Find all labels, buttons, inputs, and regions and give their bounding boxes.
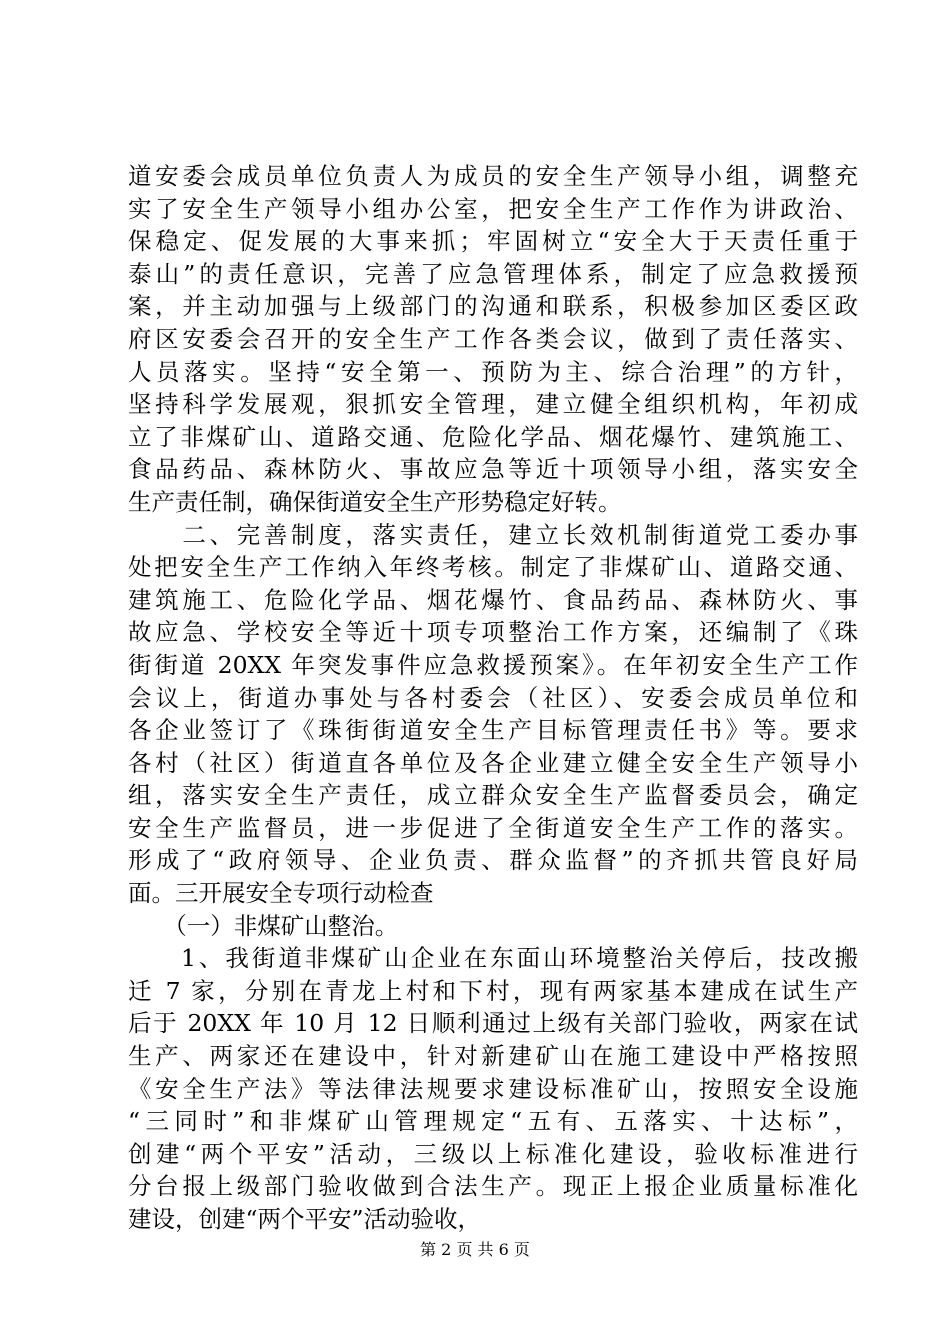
text-line: 食品药品、森林防火、事故应急等近十项领导小组，落实安全 xyxy=(128,455,858,484)
text-line: 道安委会成员单位负责人为成员的安全生产领导小组，调整充 xyxy=(128,162,858,190)
text-line: 会议上，街道办事处与各村委会（社区）、安委会成员单位和 xyxy=(128,683,858,712)
text-line: 泰山”的责任意识，完善了应急管理体系，制定了应急救援预 xyxy=(128,259,858,288)
text-line: 建筑施工、危险化学品、烟花爆竹、食品药品、森林防火、事 xyxy=(128,585,858,614)
text-line: 人员落实。坚持“安全第一、预防为主、综合治理”的方针， xyxy=(128,357,858,386)
page-footer: 第 2 页 共 6 页 xyxy=(420,1240,530,1259)
text-line: 处把安全生产工作纳入年终考核。制定了非煤矿山、道路交通、 xyxy=(128,553,858,582)
text-line: 立了非煤矿山、道路交通、危险化学品、烟花爆竹、建筑施工、 xyxy=(128,422,858,451)
text-line: 案，并主动加强与上级部门的沟通和联系，积极参加区委区政 xyxy=(128,292,858,321)
text-line: 生产责任制，确保街道安全生产形势稳定好转。 xyxy=(128,487,622,516)
document-body xyxy=(128,160,858,1236)
text-line: 生产、两家还在建设中，针对新建矿山在施工建设中严格按照 xyxy=(128,1042,858,1071)
text-line: 实了安全生产领导小组办公室，把安全生产工作作为讲政治、 xyxy=(128,194,858,223)
text-line: 分台报上级部门验收做到合法生产。现正上报企业质量标准化 xyxy=(128,1172,858,1201)
text-line: 组，落实安全生产责任，成立群众安全生产监督委员会，确定 xyxy=(128,781,858,810)
text-line: 《安全生产法》等法律法规要求建设标准矿山，按照安全设施 xyxy=(128,1074,858,1103)
text-line: “三同时”和非煤矿山管理规定“五有、五落实、十达标”， xyxy=(128,1107,858,1136)
text-line: 面。三开展安全专项行动检查 xyxy=(128,879,434,908)
text-line: 街街道 20XX 年突发事件应急救援预案》。在年初安全生产工作 xyxy=(128,650,858,679)
text-line: 府区安委会召开的安全生产工作各类会议，做到了责任落实、 xyxy=(128,324,858,353)
text-line: 建设，创建“两个平安”活动验收， xyxy=(128,1205,482,1233)
text-line: 二、完善制度，落实责任，建立长效机制街道党工委办事 xyxy=(128,520,858,549)
text-line: 坚持科学发展观，狠抓安全管理，建立健全组织机构，年初成 xyxy=(128,390,858,419)
text-line: 故应急、学校安全等近十项专项整治工作方案，还编制了《珠 xyxy=(128,618,858,647)
text-line: 安全生产监督员，进一步促进了全街道安全生产工作的落实。 xyxy=(128,813,858,842)
text-line: 迁 7 家，分别在青龙上村和下村，现有两家基本建成在试生产 xyxy=(128,976,858,1005)
text-line: 后于 20XX 年 10 月 12 日顺利通过上级有关部门验收，两家在试 xyxy=(128,1009,858,1038)
text-line: 各企业签订了《珠街街道安全生产目标管理责任书》等。要求 xyxy=(128,716,858,745)
text-line: （一）非煤矿山整治。 xyxy=(128,911,399,940)
text-line: 各村（社区）街道直各单位及各企业建立健全安全生产领导小 xyxy=(128,748,858,777)
text-line: 1、我街道非煤矿山企业在东面山环境整治关停后，技改搬 xyxy=(128,944,858,973)
text-line: 保稳定、促发展的大事来抓；牢固树立“安全大于天责任重于 xyxy=(128,227,858,256)
text-line: 创建“两个平安”活动，三级以上标准化建设，验收标准进行 xyxy=(128,1139,858,1168)
text-line: 形成了“政府领导、企业负责、群众监督”的齐抓共管良好局 xyxy=(128,846,858,875)
